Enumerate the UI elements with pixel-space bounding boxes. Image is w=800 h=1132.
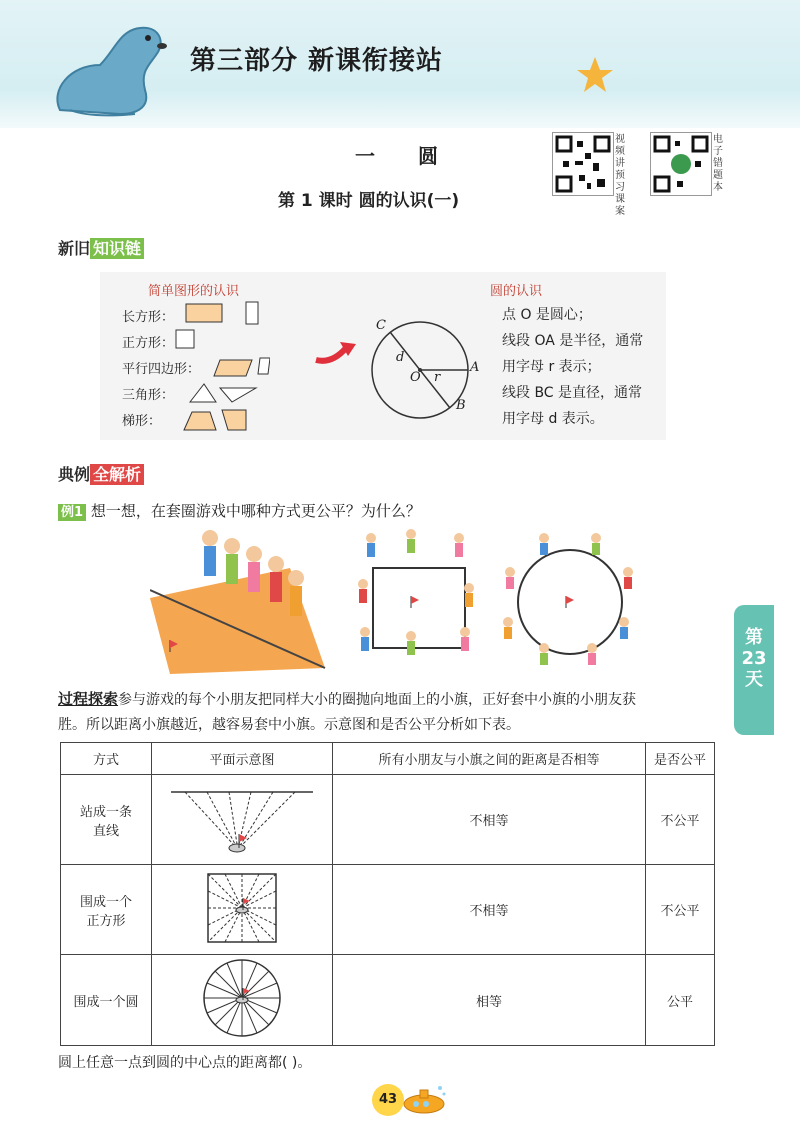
qr-label-errors: 电子错题本 (713, 134, 723, 193)
square-formation-diagram (202, 868, 282, 948)
section-heading-examples (58, 462, 144, 485)
shape-label-trapezoid: 梯形： (122, 414, 162, 429)
kids-square-illustration (355, 528, 480, 668)
shape-label-parallelogram: 平行四边形： (122, 362, 201, 377)
qr-code-icon (553, 133, 613, 195)
qr-label-video: 视频讲预习课案 (615, 134, 625, 217)
mode-line: 围成一个 (79, 894, 132, 910)
process-text-2: 胜。所以距离小旗越近，越容易套中小旗。示意图和是否公平分析如下表。 (58, 717, 520, 733)
seal-mascot-icon (40, 10, 170, 120)
lesson-title: 第 1 课时 圆的认识(一) (278, 191, 460, 211)
mode-cell (61, 775, 152, 865)
day-side-tab (734, 605, 774, 735)
side-tab-line: 天 (745, 669, 763, 690)
parallelogram-shape (214, 360, 252, 376)
mode-line: 正方形 (86, 913, 126, 929)
example-question (58, 500, 421, 521)
equal-cell: 不相等 (333, 775, 646, 865)
rectangle-shape-filled (186, 304, 222, 322)
mode-line: 围成一个圆 (73, 994, 139, 1010)
label-r: r (434, 370, 441, 385)
label-c: C (376, 318, 386, 333)
trapezoid-shape (184, 412, 216, 430)
side-tab-line: 23 (741, 648, 767, 669)
process-tag: 过程探索 (58, 690, 119, 708)
label-a: A (470, 360, 480, 375)
label-d: d (396, 350, 405, 365)
example-question-text: 想一想，在套圈游戏中哪种方式更公平？为什么？ (90, 502, 421, 520)
circle-line-4: 线段 BC 是直径，通常 (502, 385, 643, 401)
line-formation-diagram (167, 778, 317, 858)
diagram-cell (152, 865, 333, 955)
page-number: 43 (372, 1084, 404, 1116)
label-b: B (456, 398, 466, 413)
qr-code-video[interactable] (552, 132, 614, 196)
kids-circle-illustration (500, 526, 640, 666)
shape-label-rectangle: 长方形： (122, 310, 175, 325)
banner-title: 第三部分 新课衔接站 (190, 46, 444, 76)
circle-line-1: 点 O 是圆心； (502, 307, 592, 323)
fair-cell: 公平 (646, 955, 715, 1046)
equal-cell: 相等 (333, 955, 646, 1046)
chapter-title: 一 圆 (355, 144, 456, 168)
table-header-row (61, 743, 715, 775)
fair-cell: 不公平 (646, 865, 715, 955)
circle-title: 圆的认识 (490, 284, 543, 299)
circle-line-3: 用字母 r 表示； (502, 359, 601, 375)
square-shape (176, 330, 194, 348)
equal-cell: 不相等 (333, 865, 646, 955)
shape-label-triangle: 三角形： (122, 388, 175, 403)
mode-line: 直线 (92, 823, 119, 839)
basic-shapes-figure (170, 298, 270, 438)
section-tag-a: 典例 (58, 465, 91, 484)
side-tab-line: 第 (745, 627, 763, 648)
conclusion-text: 圆上任意一点到圆的中心点的距离都( )。 (58, 1055, 312, 1071)
table-row (61, 775, 715, 865)
mode-cell (61, 955, 152, 1046)
process-text-1: 参与游戏的每个小朋友把同样大小的圈抛向地面上的小旗，正好套中小旗的小朋友获 (118, 692, 637, 708)
section-tag-b: 全解析 (90, 464, 144, 485)
label-o: O (410, 370, 421, 385)
rectangle-shape (246, 302, 258, 324)
table-header: 所有小朋友与小旗之间的距离是否相等 (333, 743, 646, 775)
shapes-title: 简单图形的认识 (148, 284, 240, 299)
table-row (61, 955, 715, 1046)
circle-line-5: 用字母 d 表示。 (502, 411, 604, 427)
table-header: 是否公平 (646, 743, 715, 775)
table-header: 方式 (61, 743, 152, 775)
arrow-icon (312, 338, 358, 368)
qr-code-errors[interactable] (650, 132, 712, 196)
circle-line-2: 线段 OA 是半径，通常 (502, 333, 644, 349)
circle-formation-diagram (200, 956, 284, 1040)
kids-line-illustration (150, 528, 330, 674)
diagram-cell (152, 955, 333, 1046)
mode-cell (61, 865, 152, 955)
analysis-table (60, 742, 715, 1046)
qr-code-icon (651, 133, 711, 195)
section-heading-knowledge (58, 236, 144, 259)
table-row (61, 865, 715, 955)
star-icon (575, 55, 615, 95)
triangle-shape (190, 384, 216, 402)
section-tag-a: 新旧 (58, 239, 91, 258)
process-line-1 (58, 688, 738, 709)
diagram-cell (152, 775, 333, 865)
section-tag-b: 知识链 (90, 238, 144, 259)
submarine-icon (400, 1082, 450, 1118)
table-header: 平面示意图 (152, 743, 333, 775)
shape-label-square: 正方形： (122, 336, 175, 351)
fair-cell: 不公平 (646, 775, 715, 865)
example-tag: 例1 (58, 504, 86, 521)
mode-line: 站成一条 (79, 804, 132, 820)
